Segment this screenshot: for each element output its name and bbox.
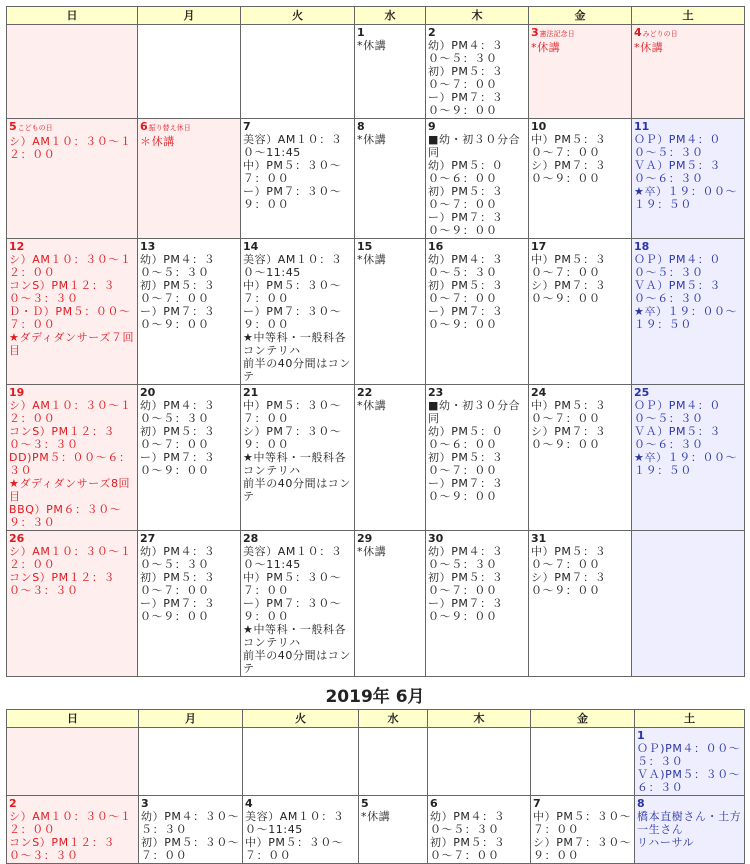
schedule-entry: シ）PM７：３０〜９：００ (531, 159, 607, 185)
day-number-value: 14 (243, 240, 259, 253)
day-number-value: 12 (9, 240, 25, 253)
schedule-entry: 初）PM５：３０〜７：００ (140, 571, 216, 597)
schedule-entry: ＯＰ)PM４：００〜５：３０ (637, 742, 741, 768)
calendar-may-body (7, 25, 745, 677)
schedule-entry: 初）PM５：３０〜７：００ (141, 836, 240, 862)
day-cell (426, 25, 529, 119)
schedule-entry: コンS）PM１２：３０〜３：３０ (9, 425, 116, 451)
day-number (428, 532, 526, 545)
day-number (243, 532, 352, 545)
day-number-value: 13 (140, 240, 156, 253)
day-cell (426, 119, 529, 239)
day-cell (529, 119, 632, 239)
schedule-entry: 幼）PM４：３０〜５：３０ (140, 399, 216, 425)
schedule-entry: ー）PM７：３０〜９：００ (243, 185, 342, 211)
schedule-entry: 橋本直樹さん・土方一生さん (637, 810, 742, 836)
week-row (7, 385, 745, 531)
day-number-value: 15 (357, 240, 373, 253)
week-row (7, 239, 745, 385)
day-number-value: 22 (357, 386, 373, 399)
day-number (428, 26, 526, 39)
schedule-entry: 初）PM５：３０〜７：００ (428, 571, 504, 597)
schedule-entry: ＊休講 (140, 135, 175, 148)
day-number (140, 240, 238, 253)
schedule-entry: シ）AM１０：３０〜１２：００ (9, 253, 132, 279)
weekday-tue: 火 (241, 7, 355, 25)
schedule-entry: 美容）AM１０：３０〜11:45 (243, 545, 343, 571)
schedule-entry: *休講 (634, 41, 664, 54)
holiday-name: 憲法記念日 (539, 30, 575, 38)
day-number-value: 17 (531, 240, 547, 253)
day-cell (138, 385, 241, 531)
day-number (634, 240, 742, 253)
schedule-entry: シ）PM７：３０〜９：００ (243, 425, 342, 451)
day-number-value: 30 (428, 532, 444, 545)
day-number (9, 532, 135, 545)
day-number (637, 797, 742, 810)
day-number (634, 120, 742, 133)
day-cell (531, 728, 635, 796)
day-number (140, 386, 238, 399)
schedule-entry: 幼）PM４：３０〜５：３０ (428, 39, 504, 65)
day-number (531, 532, 629, 545)
day-cell (355, 119, 426, 239)
day-cell (355, 531, 426, 677)
schedule-entry: 中）PM５：３０〜７：００ (243, 571, 342, 597)
day-number (243, 386, 352, 399)
day-number-value: 4 (634, 26, 642, 39)
weekday-wed: 水 (359, 710, 428, 728)
calendar-june-body (7, 728, 745, 864)
schedule-entry: ＶＡ)PM５：３０〜６：３０ (637, 768, 741, 794)
calendar-may (6, 6, 745, 677)
schedule-entry: 中）PM５：３０〜７：００ (531, 133, 607, 159)
schedule-entry: 幼）PM４：３０〜５：３０ (140, 545, 216, 571)
day-cell (7, 531, 138, 677)
day-cell (632, 385, 745, 531)
schedule-entry: DD)PM５：００〜６：３０ (9, 451, 131, 477)
day-cell (7, 119, 138, 239)
day-cell (531, 796, 635, 864)
day-number (428, 240, 526, 253)
day-cell (241, 119, 355, 239)
day-number (533, 797, 632, 810)
schedule-entry: 幼）PM４：３０〜５：３０ (140, 253, 216, 279)
day-cell (529, 239, 632, 385)
day-number (634, 386, 742, 399)
schedule-entry: *休講 (357, 39, 387, 52)
weekday-fri: 金 (529, 7, 632, 25)
day-cell (529, 531, 632, 677)
day-number (243, 120, 352, 133)
day-number (140, 532, 238, 545)
schedule-entry: ＶＡ）PM５：３０〜６：３０ (634, 159, 721, 185)
weekday-wed: 水 (355, 7, 426, 25)
day-cell (632, 119, 745, 239)
schedule-entry: シ）AM１０：３０〜１２：００ (9, 135, 132, 161)
day-cell (241, 239, 355, 385)
schedule-entry: 前半の40分間はコンテ (243, 649, 351, 675)
schedule-entry: 幼）PM４：３０〜５：３０ (428, 545, 504, 571)
day-number-value: 25 (634, 386, 650, 399)
schedule-entry: *休講 (361, 810, 391, 823)
schedule-entry: 初）PM５：３０〜７：００ (428, 65, 504, 91)
day-number-value: 1 (637, 729, 645, 742)
schedule-entry: 美容）AM１０：３０〜11:45 (245, 810, 345, 836)
day-cell (632, 239, 745, 385)
schedule-entry: ★中等科・一般科各コンテリハ (243, 331, 347, 357)
schedule-entry: 中）PM５：３０〜７：００ (533, 810, 632, 836)
schedule-entry: ー）PM７：３０〜９：００ (428, 597, 504, 623)
schedule-entry: 中）PM５：３０〜７：００ (531, 545, 607, 571)
schedule-entry: *休講 (357, 545, 387, 558)
schedule-entry: ■幼・初３０分合同 (428, 133, 521, 159)
day-number-value: 24 (531, 386, 547, 399)
calendar-june (6, 709, 745, 864)
day-cell (355, 25, 426, 119)
schedule-entry: *休講 (531, 41, 561, 54)
day-number (9, 120, 135, 135)
holiday-name: みどりの日 (642, 30, 678, 38)
day-number (357, 120, 423, 133)
day-number-value: 10 (531, 120, 547, 133)
holiday-name: 振り替え休日 (148, 124, 191, 132)
day-number (9, 240, 135, 253)
schedule-entry: 初）PM５：３０〜７：００ (140, 425, 216, 451)
day-cell (529, 385, 632, 531)
day-cell (428, 728, 531, 796)
day-number-value: 7 (243, 120, 251, 133)
week-row (7, 531, 745, 677)
schedule-entry: ★卒）１９：００〜１９：５０ (634, 305, 738, 331)
schedule-entry: 中）PM５：３０〜７：００ (245, 836, 344, 862)
schedule-entry: 初）PM５：３０〜７：００ (428, 185, 504, 211)
weekday-mon: 月 (138, 7, 241, 25)
schedule-entry: ★ダディダンサーズ７回目 (9, 331, 135, 357)
day-cell (7, 239, 138, 385)
schedule-entry: 中）PM５：３０〜７：００ (243, 399, 342, 425)
schedule-entry: 幼）PM５：００〜６：００ (428, 425, 504, 451)
day-cell (529, 25, 632, 119)
weekday-mon: 月 (139, 710, 243, 728)
day-cell (355, 385, 426, 531)
week-row (7, 796, 745, 864)
day-cell (243, 796, 359, 864)
day-number (243, 240, 352, 253)
schedule-entry: 幼）PM４：３０〜５：３０ (428, 253, 504, 279)
schedule-entry: 初）PM５：３０〜７：００ (430, 836, 506, 862)
schedule-entry: 中）PM５：３０〜７：００ (531, 399, 607, 425)
schedule-entry: 幼）PM５：００〜６：００ (428, 159, 504, 185)
schedule-entry: Ｄ・Ｄ）PM５：００〜７：００ (9, 305, 131, 331)
weekday-tue: 火 (243, 710, 359, 728)
week-row (7, 728, 745, 796)
schedule-entry: ★中等科・一般科各コンテリハ (243, 623, 347, 649)
weekday-sun: 日 (7, 7, 138, 25)
week-row (7, 119, 745, 239)
schedule-entry: シ）PM７：３０〜９：００ (531, 571, 607, 597)
day-number-value: 8 (637, 797, 645, 810)
day-cell (7, 385, 138, 531)
schedule-entry: 中）PM５：３０〜７：００ (243, 279, 342, 305)
day-cell (635, 796, 745, 864)
schedule-entry: シ）PM７：３０〜９：００ (531, 279, 607, 305)
day-number-value: 3 (141, 797, 149, 810)
day-number (430, 797, 528, 810)
day-cell (359, 796, 428, 864)
day-cell (426, 239, 529, 385)
week-row (7, 25, 745, 119)
day-cell (139, 728, 243, 796)
schedule-entry: ■幼・初３０分合同 (428, 399, 521, 425)
schedule-entry: コンS）PM１２：３０〜３：３０ (9, 836, 116, 862)
day-number (531, 120, 629, 133)
weekday-sat: 土 (632, 7, 745, 25)
day-number (637, 729, 742, 742)
schedule-entry: シ）AM１０：３０〜１２：００ (9, 810, 132, 836)
schedule-entry: コンS）PM１２：３０〜３：３０ (9, 571, 116, 597)
schedule-entry: ＯＰ）PM４：００〜５：３０ (634, 253, 721, 279)
day-cell (359, 728, 428, 796)
day-cell (7, 25, 138, 119)
day-number (361, 797, 425, 810)
schedule-entry: ー）PM７：３０〜９：００ (428, 91, 504, 117)
schedule-entry: 前半の40分間はコンテ (243, 357, 351, 383)
day-number (357, 240, 423, 253)
day-number (634, 26, 742, 41)
day-number-value: 21 (243, 386, 259, 399)
day-number (531, 26, 629, 41)
schedule-entry: シ）AM１０：３０〜１２：００ (9, 399, 132, 425)
schedule-entry: ー）PM７：３０〜９：００ (428, 305, 504, 331)
schedule-entry: 美容）AM１０：３０〜11:45 (243, 253, 343, 279)
weekday-sun: 日 (7, 710, 139, 728)
day-cell (426, 531, 529, 677)
schedule-entry: 前半の40分間はコンテ (243, 477, 351, 503)
day-number (9, 797, 136, 810)
day-number-value: 27 (140, 532, 156, 545)
schedule-entry: ー）PM７：３０〜９：００ (140, 451, 216, 477)
schedule-entry: ー）PM７：３０〜９：００ (140, 597, 216, 623)
day-number (140, 120, 238, 135)
day-number-value: 8 (357, 120, 365, 133)
schedule-entry: ＯＰ）PM４：００〜５：３０ (634, 399, 721, 425)
schedule-entry: 幼）PM４：３０〜５：３０ (141, 810, 240, 836)
schedule-entry: 中）PM５：３０〜７：００ (531, 253, 607, 279)
schedule-entry: *休講 (357, 253, 387, 266)
day-number (428, 386, 526, 399)
day-cell (139, 796, 243, 864)
schedule-entry: リハーサル (637, 836, 695, 849)
schedule-entry: ー）PM７：３０〜９：００ (140, 305, 216, 331)
weekday-fri: 金 (531, 710, 635, 728)
day-number-value: 6 (430, 797, 438, 810)
day-number-value: 5 (9, 120, 17, 133)
schedule-entry: 美容）AM１０：３０〜11:45 (243, 133, 343, 159)
day-number (245, 797, 356, 810)
day-number (9, 386, 135, 399)
day-number-value: 2 (428, 26, 436, 39)
day-number-value: 9 (428, 120, 436, 133)
day-number (357, 532, 423, 545)
day-number-value: 1 (357, 26, 365, 39)
day-cell (138, 239, 241, 385)
weekday-header-row (7, 710, 745, 728)
schedule-entry: シ）PM７：３０〜９：００ (531, 425, 607, 451)
schedule-entry: ー）PM７：３０〜９：００ (428, 477, 504, 503)
holiday-name: こどもの日 (17, 124, 53, 132)
schedule-entry: 初）PM５：３０〜７：００ (140, 279, 216, 305)
schedule-entry: ー）PM７：３０〜９：００ (243, 305, 342, 331)
schedule-entry: ー）PM７：３０〜９：００ (243, 597, 342, 623)
day-cell (632, 531, 745, 677)
day-number-value: 16 (428, 240, 444, 253)
weekday-thu: 木 (426, 7, 529, 25)
day-number-value: 18 (634, 240, 650, 253)
schedule-entry: ＶＡ）PM５：３０〜６：３０ (634, 279, 721, 305)
day-number-value: 31 (531, 532, 547, 545)
schedule-entry: シ）AM１０：３０〜１２：００ (9, 545, 132, 571)
weekday-thu: 木 (428, 710, 531, 728)
month-title: 2019年 6月 (325, 687, 425, 707)
schedule-entry: ★ダディダンサーズ8回目 (9, 477, 131, 503)
day-number (531, 240, 629, 253)
day-number-value: 26 (9, 532, 25, 545)
schedule-entry: 初）PM５：３０〜７：００ (428, 451, 504, 477)
day-number (357, 386, 423, 399)
day-number-value: 19 (9, 386, 25, 399)
day-number-value: 20 (140, 386, 156, 399)
day-cell (632, 25, 745, 119)
day-number-value: 4 (245, 797, 253, 810)
day-cell (138, 119, 241, 239)
day-number-value: 6 (140, 120, 148, 133)
day-cell (138, 531, 241, 677)
day-number-value: 29 (357, 532, 373, 545)
schedule-entry: ★卒）１９：００〜１９：５０ (634, 185, 738, 211)
day-cell (428, 796, 531, 864)
day-number (531, 386, 629, 399)
day-cell (241, 531, 355, 677)
schedule-entry: ＯＰ）PM４：００〜５：３０ (634, 133, 721, 159)
day-cell (138, 25, 241, 119)
day-number-value: 7 (533, 797, 541, 810)
schedule-entry: 中）PM５：３０〜７：００ (243, 159, 342, 185)
day-cell (355, 239, 426, 385)
day-cell (241, 385, 355, 531)
day-number (357, 26, 423, 39)
schedule-entry: 初）PM５：３０〜７：００ (428, 279, 504, 305)
day-number-value: 3 (531, 26, 539, 39)
schedule-entry: ★卒）１９：００〜１９：５０ (634, 451, 738, 477)
day-number-value: 2 (9, 797, 17, 810)
schedule-entry: BBQ）PM６：３０〜９：３０ (9, 503, 122, 529)
day-number (141, 797, 240, 810)
schedule-entry: ＶＡ）PM５：３０〜６：３０ (634, 425, 721, 451)
schedule-entry: コンS）PM１２：３０〜３：３０ (9, 279, 116, 305)
schedule-entry: ★中等科・一般科各コンテリハ (243, 451, 347, 477)
day-number-value: 11 (634, 120, 650, 133)
day-number (428, 120, 526, 133)
schedule-entry: *休講 (357, 399, 387, 412)
day-cell (241, 25, 355, 119)
schedule-entry: シ）PM７：３０〜９：００ (533, 836, 632, 862)
day-cell (426, 385, 529, 531)
day-cell (243, 728, 359, 796)
weekday-sat: 土 (635, 710, 745, 728)
day-cell (635, 728, 745, 796)
schedule-entry: *休講 (357, 133, 387, 146)
schedule-entry: 幼）PM４：３０〜５：３０ (430, 810, 506, 836)
day-cell (7, 796, 139, 864)
day-number-value: 23 (428, 386, 444, 399)
schedule-entry: ー）PM７：３０〜９：００ (428, 211, 504, 237)
day-number-value: 28 (243, 532, 259, 545)
day-number-value: 5 (361, 797, 369, 810)
weekday-header-row (7, 7, 745, 25)
day-cell (7, 728, 139, 796)
